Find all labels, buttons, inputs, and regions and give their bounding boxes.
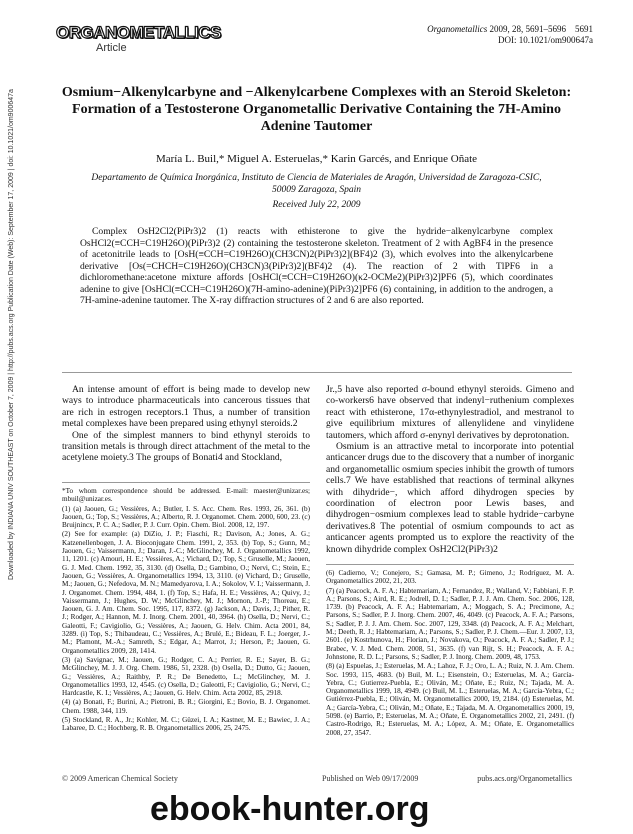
article-title: Osmium−Alkenylcarbyne and −Alkenylcarbene Complexes with an Steroid Skeleton: Formation of a Testosterone Organometallic Derivative Containing the 7H-Amino Adenine Tautomer [61, 85, 572, 134]
received-date: Received July 22, 2009 [272, 200, 361, 210]
body-column-right [326, 384, 574, 555]
authors: María L. Buil,* Miguel A. Esteruelas,* Karin Garcés, and Enrique Oñate [155, 153, 478, 165]
footnote-correspondence: *To whom correspondence should be addressed. E-mail: maester@unizar.es; mbuil@unizar.es. [62, 487, 310, 504]
footnotes-right [326, 564, 574, 738]
body-column-left [62, 384, 310, 464]
page-number: 5691 [575, 24, 593, 34]
reference-item[interactable]: (4) (a) Bonati, F.; Burini, A.; Pietroni, B. R.; Giorgini, E.; Bovio, B. J. Organomet. Chem. 1988, 344, 119. [62, 698, 310, 715]
doi: DOI: 10.1021/om900647a [498, 35, 593, 45]
reference-item[interactable]: (8) (a) Espuelas, J.; Esteruelas, M. A.; Lahoz, F. J.; Oro, L. A.; Ruiz, N. J. Am. Chem. Soc. 1993, 115, 4683. (b) Buil, M. L.; Eisenstein, O.; Esteruelas, M. A.; García-Yebra, C.; Gutierrez-Puebla, E.; Oliván, M.; Oñate, E.; Ruiz, N.; Tajada, M. A. Organometallics 1999, 18, 4949. (c) Buil, M. L.; Esteruelas, M. A.; García-Yebra, C.; Gutiérrez-Puebla, E.; Oliván, M. Organometallics 2000, 19, 2184. (d) Esteruelas, M. A.; García-Yebra, C.; Oliván, M.; Oñate, E.; Tajada, M. A. Organometallics 2000, 19, 5098. (e) Barrio, P.; Esteruelas, M. A.; Oñate, E. Organometallics 2002, 21, 2491. (f) Castro-Rodrigo, R.; Esteruelas, M. A.; López, A. M.; Oñate, E. Organometallics 2008, 27, 3547. [326, 662, 574, 737]
journal-site-link[interactable]: pubs.acs.org/Organometallics [477, 774, 572, 783]
download-side-note-text: Downloaded by INDIANA UNIV SOUTHEAST on October 7, 2009 | http://pubs.acs.org Publication Date (Web): September 17, 2009 | doi: 10.1021/om900647a [8, 89, 15, 580]
section-label: Article [96, 42, 127, 54]
published-date: Published on Web 09/17/2009 [322, 774, 419, 783]
citation-header [427, 24, 593, 46]
reference-item[interactable]: (3) (a) Savignac, M.; Jaouen, G.; Rodger, C. A.; Perrier, R. E.; Sayer, B. G.; McGlinchey, M. J. J. Org. Chem. 1986, 51, 2328. (b) Osella, D.; Dutto, G.; Jaouen, G.; Vessières, A.; Raithby, P. R.; De Benedetto, L.; McGlinchey, M. J. Organometallics 1993, 12, 4545. (c) Osella, D.; Galeotti, F.; Cavigiolio, G.; Nervi, C.; Hardcastle, K. I.; Vessières, A.; Jaouen, G. Helv. Chim. Acta 2002, 85, 2918. [62, 655, 310, 698]
journal-logo-text: ORGANOMETALLICS [56, 23, 222, 42]
abstract-divider [62, 372, 572, 373]
abstract: Complex OsH2Cl2(PiPr3)2 (1) reacts with ethisterone to give the hydride−alkenylcarbyne complex OsHCl2(≡CCH=C19H26O)(PiPr3)2 (2) containing the testosterone skeleton. Treatment of 2 with AgBF4 in the presence of acetonitrile leads to [OsH(≡CCH=C19H26O)(CH3CN)2(PiPr3)2](BF4)2 (3), which evolves into the alkenylcarbene derivative [Os(=CHCH=C19H26O)(CH3CN)3(PiPr3)2](BF4)2 (4). The reaction of 2 with TlPF6 in a dichloromethane:acetone mixture affords [OsHCl(≡CCH=C19H26O)(κ2-OCMe2)(PiPr3)2]PF6 (5), which coordinates adenine to give [OsHCl(≡CCH=C19H26O)(7H-amino-adenine)(PiPr3)2]PF6 (6) containing, in addition to the androgen, a 7H-amine-adenine tautomer. The X-ray diffraction structures of 2 and 6 are also reported. [80, 226, 553, 306]
watermark: ebook-hunter.org [150, 790, 430, 828]
body-paragraph: An intense amount of effort is being made to develop new ways to introduce pharmaceuticals into cancerous tissues that are rich in estrogen receptors.1 Thus, a number of transition metal complexes have been prepared using ethynyl steroids.2 [62, 384, 310, 430]
reference-item[interactable]: (1) (a) Jaouen, G.; Vessières, A.; Butler, I. S. Acc. Chem. Res. 1993, 26, 361. (b) Jaouen, G.; Top, S.; Vessières, A.; Alberto, R. J. Organomet. Chem. 2000, 600, 23. (c) Bruijnincx, P. C. A.; Sadler, P. J. Curr. Opin. Chem. Biol. 2008, 12, 197. [62, 504, 310, 530]
citation-journal: Organometallics [427, 24, 488, 34]
body-paragraph: Osmium is an attractive metal to incorporate into potential anticancer drugs due to the discovery that a number of inorganic and organometallic osmium species inhibit the growth of tumors cells.7 We have established that reactions of terminal alkynes with dihydride−, which afford dihydrogen species by coordination of electron poor Lewis bases, and dihydrogen−osmium complexes lead to stable hydride−carbyne derivatives.8 The potential of osmium compounds to act as anticancer agents prompted us to explore the reactivity of the known dihydride complex OsH2Cl2(PiPr3)2 [326, 441, 574, 555]
reference-item[interactable]: (5) Stockland, R. A., Jr.; Kohler, M. C.; Güzei, I. A.; Kastner, M. E.; Bawiec, J. A.; Labaree, D. C.; Hochberg, R. B. Organometallics 2006, 25, 2475. [62, 716, 310, 733]
footnotes-left [62, 482, 310, 734]
affiliation: Departamento de Química Inorgánica, Instituto de Ciencia de Materiales de Aragón, Universidad de Zaragoza-CSIC, 50009 Zaragoza, Spain [91, 173, 542, 195]
reference-item[interactable]: (7) (a) Peacock, A. F. A.; Habtemariam, A.; Fernandez, R.; Walland, V.; Fabbiani, F. P. A.; Parsons, S.; Aird, R. E.; Jodrell, D. I.; Sadler, P. J. J. Am. Chem. Soc. 2006, 128, 1739. (b) Peacock, A. F. A.; Habtemariam, A.; Moggach, S. A.; Precimone, A.; Parsons, S.; Sadler, P. J. Inorg. Chem. 2007, 46, 4049. (c) Peacock, A. F. A.; Parsons, S.; Sadler, P. J. J. Am. Chem. Soc. 2007, 129, 3348. (d) Peacock, A. F. A.; Melchart, M.; Deeth, R. J.; Habtemariam, A.; Parsons, S.; Sadler, P. J. Chem.—Eur. J. 2007, 13, 2601. (e) Kostrhunova, H.; Florian, J.; Novakova, O.; Peacock, A. F. A.; Sadler, P. J.; Brabec, V. J. Med. Chem. 2008, 51, 3635. (f) van Rijt, S. H.; Peacock, A. F. A.; Johnstone, R. D. L.; Parsons, S.; Sadler, P. J. Inorg. Chem. 2009, 48, 1753. [326, 586, 574, 661]
copyright: © 2009 American Chemical Society [62, 774, 178, 783]
body-paragraph: One of the simplest manners to bind ethynyl steroids to transition metals is through direct attachment of the metal to the acetylene moiety.3 The groups of Bonati4 and Stockland, [62, 429, 310, 464]
download-side-note [2, 89, 24, 580]
reference-item[interactable]: (2) See for example: (a) DiZio, J. P.; Fiaschi, R.; Davison, A.; Jones, A. G.; Katzenellenbogen, J. A. Bioconjugate Chem. 1991, 2, 353. (b) Top, S.; Gunn, M.; Jaouen, G.; Vaissermann, J.; Daran, J.-C.; McGlinchey, M. J. Organometallics 1992, 11, 1201. (c) Amouri, H. E.; Vessières, A.; Vichard, D.; Top, S.; Gruselle, M.; Jaouen, G. J. Med. Chem. 1992, 35, 3130. (d) Osella, D.; Gambino, O.; Nervi, C.; Stein, E.; Jaouen, G.; Vessières, A. Organometallics 1994, 13, 3110. (e) Vichard, D.; Gruselle, M.; Jaouen, G.; Nefedova, M. N.; Mamedyarova, I. A.; Sokolov, V. I.; Vaissermann, J. J. Organomet. Chem. 1994, 484, 1. (f) Top, S.; Hafa, H. E.; Vessières, A.; Quivy, J.; Vaissermann, J.; Hughes, D. W.; McGlinchey, M. J.; Mornon, J.-P.; Thoreau, E.; Jaouen, G. J. Am. Chem. Soc. 1995, 117, 8372. (g) Jackson, A.; Davis, J.; Pither, R. J.; Rodger, A.; Hannon, M. J. Inorg. Chem. 2001, 40, 3964. (h) Osella, D.; Nervi, C.; Galeotti, F.; Cavigiolio, G.; Vessières, A.; Jaouen, G. Helv. Chim. Acta 2001, 84, 3289. (i) Top, S.; Thibaudeau, C.; Vessières, A.; Brulé, E.; Bideau, F. L.; Joerger, J.-M.; Plamont, M.-A.; Samreth, S.; Edgar, A.; Marrot, J.; Herson, P.; Jaouen, G. Organometallics 2009, 28, 1414. [62, 530, 310, 655]
body-paragraph: Jr.,5 have also reported σ-bound ethynyl steroids. Gimeno and co-workers6 have observed that indenyl−ruthenium complexes react with ethisterone, 17α-ethynylestradiol, and mestranol to give equilibrium mixtures of allenylidene and vinylidene tautomers, which afford σ-enynyl derivatives by deprotonation. [326, 384, 574, 441]
journal-logo [56, 23, 222, 54]
citation-details: 2009, 28, 5691–5696 [487, 24, 566, 34]
reference-item[interactable]: (6) Cadierno, V.; Conejero, S.; Gamasa, M. P.; Gimeno, J.; Rodríguez, M. A. Organometallics 2002, 21, 203. [326, 569, 574, 586]
